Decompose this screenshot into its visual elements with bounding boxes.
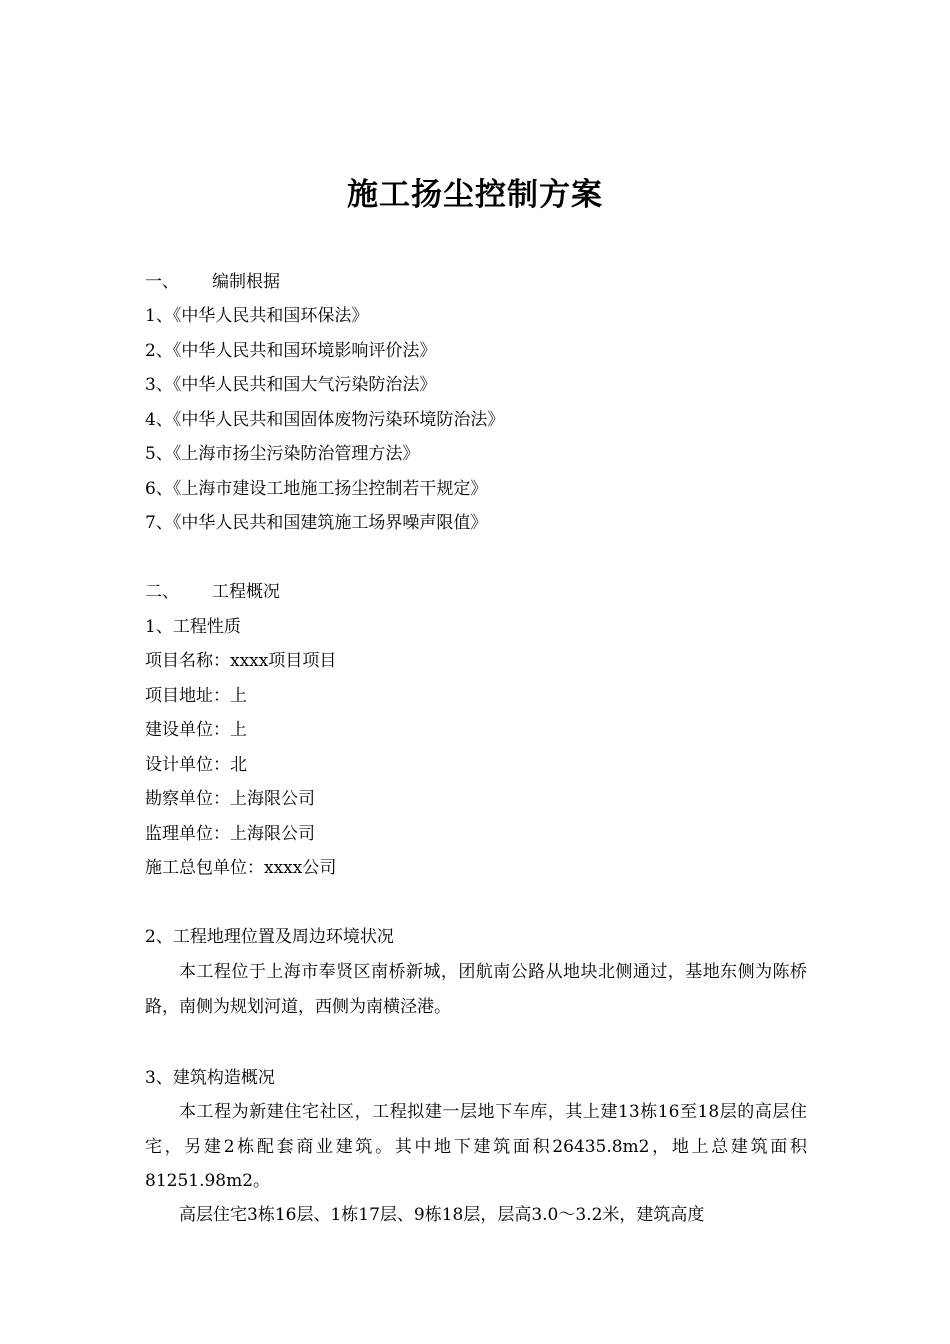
section-number: 二、 xyxy=(145,582,179,602)
basis-item: 7、《中华人民共和国建筑施工场界噪声限值》 xyxy=(145,513,488,533)
basis-item: 2、《中华人民共和国环境影响评价法》 xyxy=(145,341,437,361)
structure-paragraph: 高层住宅3栋16层、1栋17层、9栋18层，层高3.0～3.2米，建筑高度 xyxy=(179,1205,705,1225)
section-heading-basis xyxy=(145,270,280,294)
section-number: 一、 xyxy=(145,272,179,292)
subsection-heading: 2、工程地理位置及周边环境状况 xyxy=(145,927,394,947)
project-info-row: 监理单位：上海限公司 xyxy=(145,824,315,844)
project-info-row: 勘察单位：上海限公司 xyxy=(145,789,315,809)
project-info-row: 设计单位：北 xyxy=(145,755,247,775)
section-heading-overview xyxy=(145,580,280,604)
section-title: 工程概况 xyxy=(212,582,280,602)
project-info-row: 施工总包单位：xxxx公司 xyxy=(145,858,337,878)
location-paragraph: 本工程位于上海市奉贤区南桥新城，团航南公路从地块北侧通过，基地东侧为陈桥路，南侧为规划河道，西侧为南横泾港。 xyxy=(145,962,807,1017)
project-info-row: 建设单位：上 xyxy=(145,720,247,740)
project-info-row: 项目地址：上 xyxy=(145,686,247,706)
structure-paragraph: 本工程为新建住宅社区，工程拟建一层地下车库，其上建13栋16至18层的高层住宅，另建2栋配套商业建筑。其中地下建筑面积26435.8m2，地上总建筑面积81251.98m2。 xyxy=(145,1102,807,1191)
basis-item: 3、《中华人民共和国大气污染防治法》 xyxy=(145,375,437,395)
basis-item: 4、《中华人民共和国固体废物污染环境防治法》 xyxy=(145,410,505,430)
basis-item: 6、《上海市建设工地施工扬尘控制若干规定》 xyxy=(145,479,488,499)
section-title: 编制根据 xyxy=(212,272,280,292)
subsection-heading: 3、建筑构造概况 xyxy=(145,1068,275,1088)
project-info-row: 项目名称：xxxx项目项目 xyxy=(145,651,337,671)
document-title: 施工扬尘控制方案 xyxy=(347,177,603,213)
basis-item: 5、《上海市扬尘污染防治管理方法》 xyxy=(145,444,420,464)
subsection-heading: 1、工程性质 xyxy=(145,617,241,637)
basis-item: 1、《中华人民共和国环保法》 xyxy=(145,306,369,326)
